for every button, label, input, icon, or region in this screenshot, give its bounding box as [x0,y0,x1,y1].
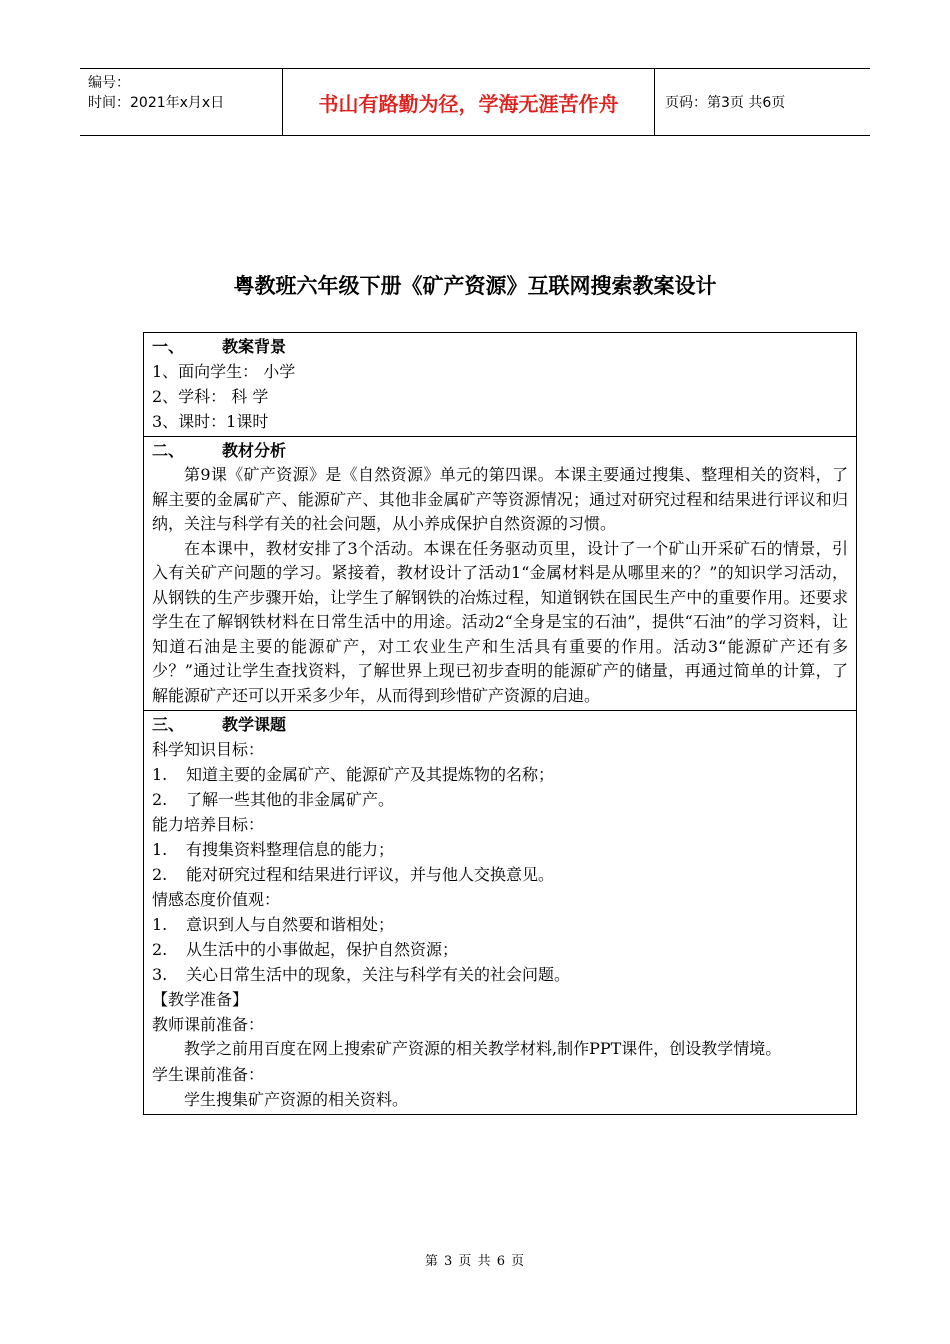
section-topic [144,711,856,1114]
emotion-goals-label: 情感态度价值观： [152,890,281,909]
header-meta [80,69,283,135]
item-text: 有搜集资料整理信息的能力； [186,840,395,859]
knowledge-goals-label: 科学知识目标： [152,740,265,759]
item-number: 2. [152,940,168,959]
list-item [152,962,848,987]
item-number: 1. [152,840,168,859]
section-title: 教学课题 [222,715,287,734]
section-analysis [144,437,856,711]
teaching-prep-label: 【教学准备】 [152,990,249,1009]
item-number: 2. [152,865,168,884]
section-heading [152,713,848,737]
lesson-plan-table [143,332,857,1115]
section-heading [152,439,848,463]
ability-goals-label: 能力培养目标： [152,815,265,834]
section-title: 教案背景 [222,337,287,356]
number-label: 编号： [88,75,130,91]
paragraph: 在本课中，教材安排了3个活动。本课在任务驱动页里，设计了一个矿山开采矿石的情景，引入有关矿产问题的学习。紧接着，教材设计了活动1“金属材料是从哪里来的？”的知识学习活动，从钢铁的生产步骤开始，让学生了解钢铁的冶炼过程，知道钢铁在国民生产中的重要作用。还要求学生在了解钢铁材料在日常生活中的用途。活动2“全身是宝的石油”，提供“石油”的学习资料，让知道石油是主要的能源矿产，对工农业生产和生活具有重要的作用。活动3“能源矿产还有多少？”通过让学生查找资料，了解世界上现已初步查明的能源矿产的储量，再通过简单的计算，了解能源矿产还可以开采多少年，从而得到珍惜矿产资源的启迪。 [152,538,848,705]
teacher-prep-label: 教师课前准备： [152,1015,265,1034]
item-text: 从生活中的小事做起，保护自然资源； [186,940,459,959]
header-page-label: 页码：第3页 共6页 [665,95,786,111]
header-motto: 书山有路勤为径，学海无涯苦作舟 [283,69,655,135]
list-item [152,837,848,862]
section-title: 教材分析 [222,441,287,460]
section-heading [152,335,848,359]
item-text: 关心日常生活中的现象，关注与科学有关的社会问题。 [186,965,571,984]
student-prep-label: 学生课前准备： [152,1064,265,1084]
item-text: 能对研究过程和结果进行评议，并与他人交换意见。 [186,865,555,884]
student-prep-text: 学生搜集矿产资源的相关资料。 [184,1089,409,1109]
section-number: 三、 [152,715,185,734]
item-number: 1. [152,765,168,784]
item-text: 意识到人与自然要和谐相处； [186,915,395,934]
list-item [152,937,848,962]
date-label: 时间：2021年x月x日 [88,95,225,111]
info-line: 1、面向学生： 小学 [152,362,296,381]
document-title: 粤教班六年级下册《矿产资源》互联网搜索教案设计 [233,274,717,298]
list-item [152,787,848,812]
section-background [144,333,856,437]
teacher-prep-text: 教学之前用百度在网上搜索矿产资源的相关教学材料,制作PPT课件，创设教学情境。 [184,1039,782,1058]
info-line: 2、学科： 科 学 [152,387,269,406]
page-header [80,68,870,136]
item-number: 1. [152,915,168,934]
page-footer: 第 3 页 共 6 页 [424,1254,526,1269]
section-number: 二、 [152,441,185,460]
list-item [152,912,848,937]
list-item [152,862,848,887]
item-text: 知道主要的金属矿产、能源矿产及其提炼物的名称； [186,765,555,784]
item-text: 了解一些其他的非金属矿产。 [186,790,395,809]
paragraph: 第9课《矿产资源》是《自然资源》单元的第四课。本课主要通过搜集、整理相关的资料，了解主要的金属矿产、能源矿产、其他非金属矿产等资源情况；通过对研究过程和结果进行评议和归纳，关注与科学有关的社会问题，从小养成保护自然资源的习惯。 [152,465,848,533]
item-number: 2. [152,790,168,809]
info-line: 3、课时：1课时 [152,412,269,431]
item-number: 3. [152,965,168,984]
section-number: 一、 [152,337,185,356]
list-item [152,762,848,787]
